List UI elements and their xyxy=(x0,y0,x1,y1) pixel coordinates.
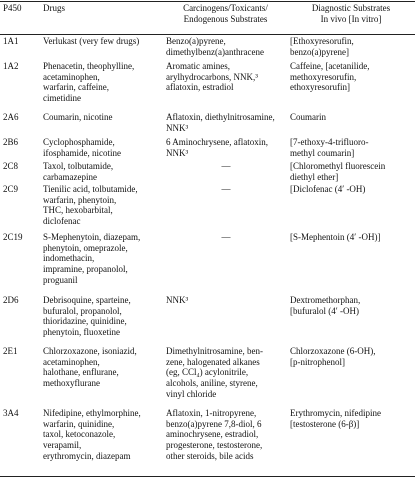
header-rule xyxy=(0,34,415,35)
cell-diagnostic: [Chloromethyl fluorescein diethyl ether] xyxy=(290,161,386,182)
cell-diagnostic: [Ethoxyresorufin, benzo(a)pyrene] xyxy=(290,36,354,57)
cell-drugs: Debrisoquine, sparteine, bufuralol, propanolol, thioridazine, quinidine, phenytoin, fluoxetine xyxy=(43,295,131,337)
cell-drugs: Tienilic acid, tolbutamide, warfarin, phenytoin, THC, hexobarbital, diclofenac xyxy=(43,184,138,226)
cell-carcinogens: — xyxy=(221,232,231,243)
cell-p450: 3A4 xyxy=(3,408,19,419)
cell-p450: 2B6 xyxy=(3,137,19,148)
cell-diagnostic: [S-Mephentoin (4′ -OH)] xyxy=(290,232,381,243)
cell-carcinogens: 6 Aminochrysene, aflatoxin, NNK³ xyxy=(166,137,268,158)
header-diagnostic: Diagnostic Substrates In vivo [In vitro] xyxy=(311,3,391,24)
cell-diagnostic: Caffeine, [acetanilide, methoxyresorufin, ethoxyresorufin] xyxy=(290,61,370,93)
cell-diagnostic: Erythromycin, nifedipine [testosterone (6-β)] xyxy=(290,408,381,429)
cell-carcinogens: Aromatic amines, arylhydrocarbons, NNK,³ aflatoxin, estradiol xyxy=(166,61,258,93)
table-row xyxy=(0,160,415,183)
cell-carcinogens: Aflatoxin, 1-nitropyrene, benzo(a)pyrene 7,8-diol, 6 aminochrysene, estradiol, progesterone, testosterone, other steroids, bile acids xyxy=(166,408,263,461)
bottom-rule xyxy=(0,476,415,477)
cell-drugs: Nifedipine, ethylmorphine, warfarin, quinidine, taxol, ketoconazole, verapamil, erythromycin, diazepam xyxy=(43,408,141,461)
cell-diagnostic: [7-ethoxy-4-trifluoro- methyl coumarin] xyxy=(290,137,369,158)
cell-drugs: Coumarin, nicotine xyxy=(43,112,113,123)
cell-drugs: Verlukast (very few drugs) xyxy=(43,36,140,46)
cell-drugs: S-Mephenytoin, diazepam, phenytoin, omeprazole, indomethacin, impramine, propanolol, proguanil xyxy=(43,232,141,285)
cell-carcinogens: — xyxy=(221,161,231,172)
table-row xyxy=(0,32,415,57)
top-rule xyxy=(0,1,415,2)
cell-diagnostic: [Diclofenac (4′ -OH) xyxy=(290,184,366,195)
cell-drugs: Phenacetin, theophylline, acetaminophen, warfarin, caffeine, cimetidine xyxy=(43,61,135,103)
table-row xyxy=(0,291,415,343)
cell-carcinogens: Dimethylnitrosamine, ben- zene, halogenated alkanes (eg, CCl₄) acylonitrile, alcohols, aniline, styrene, vinyl chloride xyxy=(166,346,263,399)
header-carcinogens: Carcinogens/Toxicants/ Endogenous Substrates xyxy=(183,3,268,24)
table-row xyxy=(0,343,415,405)
header-drugs: Drugs xyxy=(43,3,65,13)
cell-carcinogens: Benzo(a)pyrene, dimethylbenz(a)anthracene xyxy=(166,36,264,57)
table-row xyxy=(0,183,415,229)
table-row xyxy=(0,57,415,107)
cell-p450: 1A2 xyxy=(3,61,19,72)
cell-p450: 1A1 xyxy=(3,36,19,46)
header-p450: P450 xyxy=(3,3,22,13)
cell-diagnostic: Dextromethorphan, [bufuralol (4′ -OH) xyxy=(290,295,361,316)
cell-carcinogens: NNK³ xyxy=(166,295,189,306)
table-row xyxy=(0,107,415,135)
cell-carcinogens: — xyxy=(221,184,231,195)
cell-drugs: Taxol, tolbutamide, carbamazepine xyxy=(43,161,114,182)
cell-diagnostic: Coumarin xyxy=(290,112,326,123)
cell-diagnostic: Chlorzoxazone (6-OH), [p-nitrophenol] xyxy=(290,346,376,367)
cell-p450: 2E1 xyxy=(3,346,18,357)
cell-p450: 2C8 xyxy=(3,161,19,172)
table-row xyxy=(0,405,415,465)
cell-p450: 2C19 xyxy=(3,232,23,243)
cell-drugs: Chlorzoxazone, isoniazid, acetaminophen, halothane, enflurane, methoxyflurane xyxy=(43,346,137,388)
table-header-row xyxy=(0,0,415,32)
cell-p450: 2A6 xyxy=(3,112,19,123)
table-row xyxy=(0,229,415,291)
table-row xyxy=(0,135,415,160)
cell-drugs: Cyclophosphamide, ifosphamide, nicotine xyxy=(43,137,121,158)
cell-p450: 2D6 xyxy=(3,295,19,306)
cell-carcinogens: Aflatoxin, diethylnitrosamine, NNK³ xyxy=(166,112,275,133)
cell-p450: 2C9 xyxy=(3,184,19,195)
